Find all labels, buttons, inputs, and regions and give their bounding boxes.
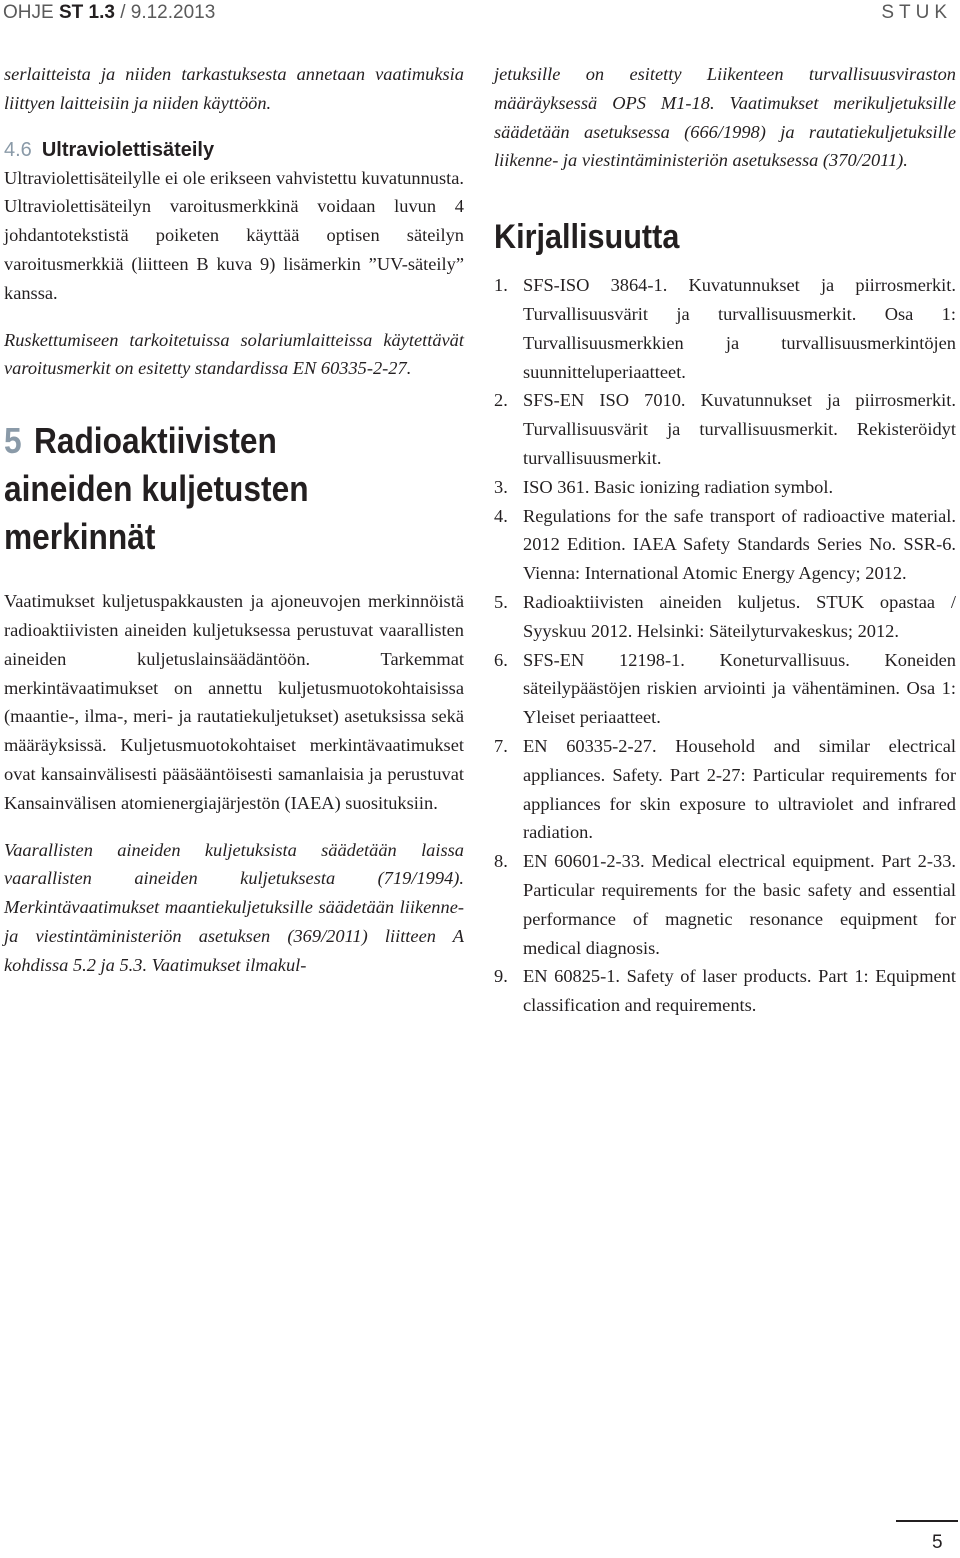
page-number: 5 (932, 1532, 943, 1553)
reference-item (494, 386, 956, 472)
reference-item (494, 732, 956, 847)
doc-prefix: OHJE (3, 2, 59, 23)
reference-number: 1. (494, 275, 508, 296)
right-column (494, 60, 956, 1020)
reference-item (494, 271, 956, 386)
reference-text: SFS-EN ISO 7010. Kuvatunnukset ja piirrosmerkit. Turvallisuusvärit ja turvallisuusmerkit. Rekisteröidyt turvallisuusmerkit. (523, 390, 956, 468)
section-title-line-1: Radioaktiivisten (33, 420, 277, 462)
uv-paragraph: Ultraviolettisäteilylle ei ole erikseen vahvistettu kuvatunnusta. Ultraviolettisäteilyn varoitusmerkkinä voidaan luvun 4 johdantotekstistä poiketen käyttää optisen säteilyn varoitusmerkkiä (liitteen B kuva 9) lisämerkin ”UV-säteily” kanssa. (4, 167, 464, 303)
reference-text: ISO 361. Basic ionizing radiation symbol. (523, 476, 834, 497)
left-column (4, 60, 464, 980)
reference-text: EN 60825-1. Safety of laser products. Part 1: Equipment classification and requirements. (523, 966, 956, 1016)
reference-number: 4. (494, 505, 508, 526)
reference-number: 9. (494, 966, 508, 987)
body-paragraph: Vaatimukset kuljetuspakkausten ja ajoneuvojen merkinnöistä radioaktiivisten aineiden kuljetuksessa perustuvat vaarallisten aineiden kuljetuslainsäädäntöön. Tarkemmat merkintävaatimukset on annettu kuljetusmuotokohtaisissa (maantie-, ilma-, meri- ja rautatiekuljetukset) asetuksissa sekä määräyksissä. Kuljetusmuotokohtaiset merkintävaatimukset ovat kansainvälisesti pääsääntöisesti samanlaisia ja perustuvat Kansainvälisen atomienergiajärjestön (IAEA) suosituksiin. (4, 591, 464, 813)
reference-item (494, 646, 956, 732)
reference-item (494, 962, 956, 1020)
reference-list (494, 271, 956, 1020)
reference-number: 2. (494, 390, 508, 411)
reference-text: Regulations for the safe transport of radioactive material. 2012 Edition. IAEA Safety Standards Series No. SSR-6. Vienna: International Atomic Energy Agency; 2012. (523, 505, 956, 584)
reference-number: 7. (494, 735, 508, 756)
reference-text: EN 60335-2-27. Household and similar electrical appliances. Safety. Part 2-27: Particular requirements for appliances for skin exposure to ultraviolet and infrared radiation. (523, 735, 956, 843)
subsection-heading (4, 136, 464, 164)
section-title-line-3: merkinnät (4, 516, 156, 558)
reference-text: Radioaktiivisten aineiden kuljetus. STUK opastaa / Syyskuu 2012. Helsinki: Säteilyturvakeskus; 2012. (523, 591, 956, 641)
reference-number: 5. (494, 591, 508, 612)
section-number: 5 (4, 420, 22, 462)
reference-number: 8. (494, 851, 508, 872)
reference-item (494, 847, 956, 962)
doc-date: / 9.12.2013 (114, 2, 216, 23)
reference-item (494, 588, 956, 646)
reference-item (494, 502, 956, 588)
doc-id: ST 1.3 (58, 2, 115, 23)
section-title-line-2: aineiden kuljetusten (4, 468, 309, 510)
subsection-number: 4.6 (4, 138, 32, 161)
reference-text: SFS-ISO 3864-1. Kuvatunnukset ja piirrosmerkit. Turvallisuusvärit ja turvallisuusmerkit. Osa 1: Turvallisuusmerkkien ja turvallisuusmerkintöjen suunnitteluperiaatteet. (523, 275, 956, 382)
uv-note: Ruskettumiseen tarkoitetuissa solariumlaitteissa käytettävät varoitusmerkit on esitetty standardissa EN 60335-2-27. (4, 329, 464, 379)
section-heading (4, 417, 462, 561)
legal-note-continued: jetuksille on esitetty Liikenteen turvallisuusviraston määräyksessä OPS M1-18. Vaatimukset merikuljetuksille säädetään asetuksessa (666/1998) ja rautatiekuljetuksille liikenne- ja viestintäministeriön asetuksessa (370/2011). (494, 64, 956, 171)
legal-note: Vaarallisten aineiden kuljetuksista säädetään laissa vaarallisten aineiden kuljetuksesta (719/1994). Merkintävaatimukset maantiekuljetuksille säädetään liikenne- ja viestintäministeriön asetuksen (369/2011) liitteen A kohdissa 5.2 ja 5.3. Vaatimukset ilmakul- (4, 839, 464, 975)
footer-rule (896, 1520, 958, 1522)
subsection-title: Ultraviolettisäteily (41, 138, 215, 161)
reference-item (494, 473, 956, 502)
reference-number: 3. (494, 476, 508, 497)
references-heading: Kirjallisuutta (494, 218, 680, 257)
reference-number: 6. (494, 649, 508, 670)
reference-text: SFS-EN 12198-1. Koneturvallisuus. Koneiden säteilypäästöjen riskien arviointi ja vähentäminen. Osa 1: Yleiset periaatteet. (523, 649, 956, 728)
running-header-left (3, 2, 215, 24)
reference-text: EN 60601-2-33. Medical electrical equipment. Part 2-33. Particular requirements for the basic safety and essential performance of magnetic resonance equipment for medical diagnosis. (523, 851, 956, 958)
intro-paragraph: serlaitteista ja niiden tarkastuksesta annetaan vaatimuksia liittyen laitteisiin ja niiden käyttöön. (4, 64, 464, 113)
running-header-org: STUK (881, 2, 952, 23)
